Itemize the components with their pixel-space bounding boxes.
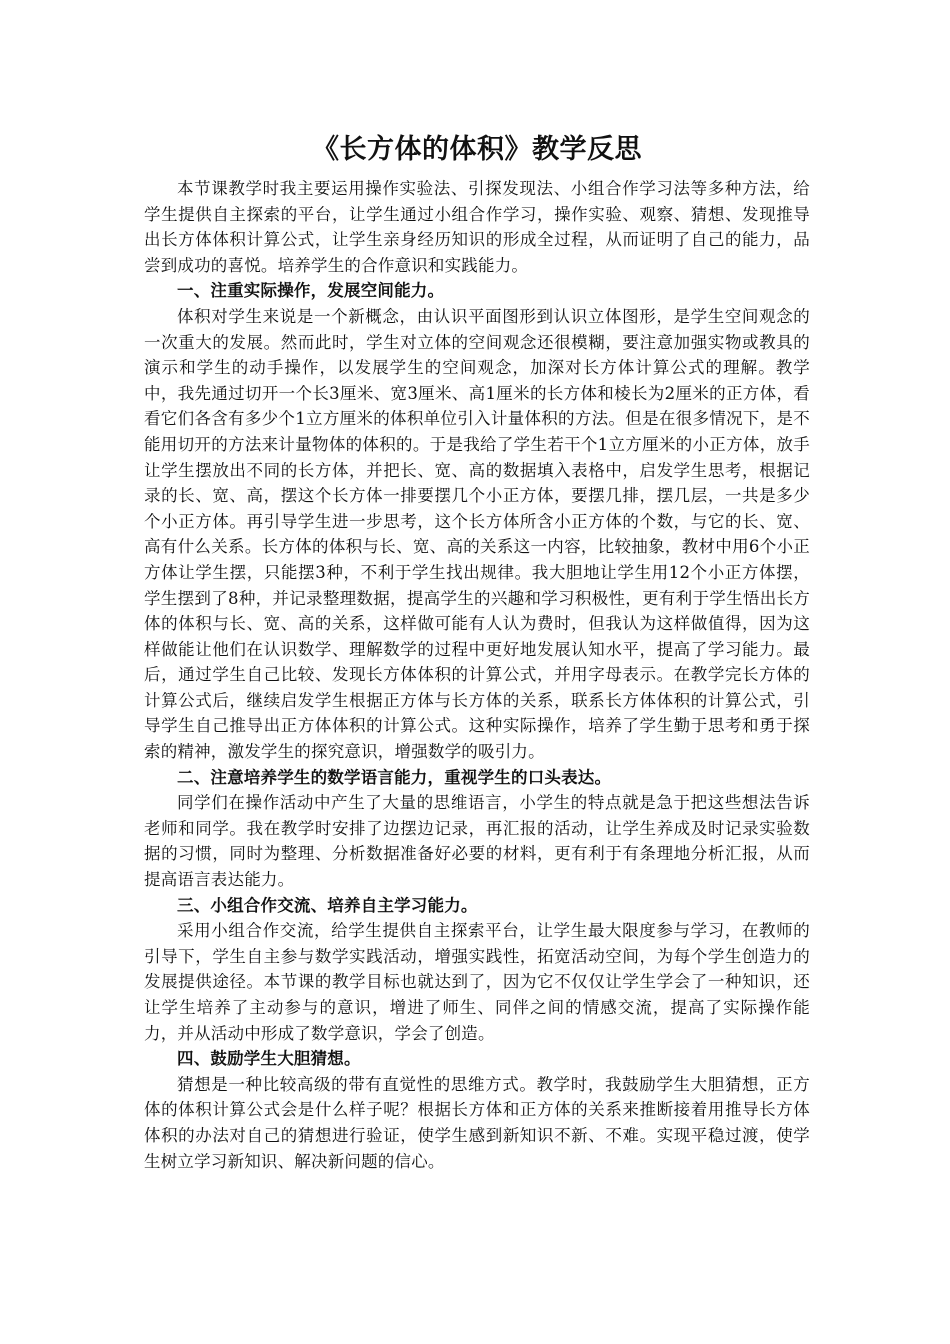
section-body-3: 采用小组合作交流，给学生提供自主探索平台，让学生最大限度参与学习，在教师的引导下，学生自主参与数学实践活动，增强实践性，拓宽活动空间，为每个学生创造力的发展提供途径。本节课的教学目标也就达到了，因为它不仅仅让学生学会了一种知识，还让学生培养了主动参与的意识，增进了师生、同伴之间的情感交流，提高了实际操作能力，并从活动中形成了数学意识，学会了创造。 [144, 921, 810, 1043]
section-body-2: 同学们在操作活动中产生了大量的思维语言，小学生的特点就是急于把这些想法告诉老师和同学。我在教学时安排了边摆边记录，再汇报的活动，让学生养成及时记录实验数据的习惯，同时为整理、分析数据准备好必要的材料，更有利于有条理地分析汇报，从而提高语言表达能力。 [144, 793, 810, 890]
document-title: 《长方体的体积》教学反思 [312, 134, 642, 165]
section-body-1: 体积对学生来说是一个新概念，由认识平面图形到认识立体图形，是学生空间观念的一次重大的发展。然而此时，学生对立体的空间观念还很模糊，要注意加强实物或教具的演示和学生的动手操作，以发展学生的空间观念，加深对长方体计算公式的理解。教学中，我先通过切开一个长3厘米、宽3厘米、高1厘米的长方体和棱长为2厘米的正方体，看看它们各含有多少个1立方厘米的体积单位引入计量体积的方法。但是在很多情况下，是不能用切开的方法来计量物体的体积的。于是我给了学生若干个1立方厘米的小正方体，放手让学生摆放出不同的长方体，并把长、宽、高的数据填入表格中，启发学生思考，根据记录的长、宽、高，摆这个长方体一排要摆几个小正方体，要摆几排，摆几层，一共是多少个小正方体。再引导学生进一步思考，这个长方体所含小正方体的个数，与它的长、宽、高有什么关系。长方体的体积与长、宽、高的关系这一内容，比较抽象，教材中用6个小正方体让学生摆，只能摆3种，不利于学生找出规律。我大胆地让学生用12个小正方体摆，学生摆到了8种，并记录整理数据，提高学生的兴趣和学习积极性，更有利于学生悟出长方体的体积与长、宽、高的关系，这样做可能有人认为费时，但我认为这样做值得，因为这样做能让他们在认识数学、理解数学的过程中更好地发展认知水平，提高了学习能力。最后，通过学生自己比较、发现长方体体积的计算公式，并用字母表示。在教学完长方体的计算公式后，继续启发学生根据正方体与长方体的关系，联系长方体体积的计算公式，引导学生自己推导出正方体体积的计算公式。这种实际操作，培养了学生勤于思考和勇于探索的精神，激发学生的探究意识，增强数学的吸引力。 [144, 306, 810, 762]
section-heading-4: 四、鼓励学生大胆猜想。 [177, 1049, 361, 1069]
document-page [144, 132, 810, 1174]
intro-paragraph: 本节课教学时我主要运用操作实验法、引探发现法、小组合作学习法等多种方法，给学生提供自主探索的平台，让学生通过小组合作学习，操作实验、观察、猜想、发现推导出长方体体积计算公式，让学生亲身经历知识的形成全过程，从而证明了自己的能力，品尝到成功的喜悦。培养学生的合作意识和实践能力。 [144, 179, 810, 275]
section-heading-1: 一、注重实际操作，发展空间能力。 [177, 281, 445, 301]
section-body-4: 猜想是一种比较高级的带有直觉性的思维方式。教学时，我鼓励学生大胆猜想，正方体的体积计算公式会是什么样子呢？根据长方体和正方体的关系来推断接着用推导长方体体积的办法对自己的猜想进行验证，使学生感到新知识不新、不难。实现平稳过渡，使学生树立学习新知识、解决新问题的信心。 [144, 1074, 810, 1171]
section-heading-3: 三、小组合作交流、培养自主学习能力。 [177, 895, 478, 915]
section-heading-2: 二、注意培养学生的数学语言能力，重视学生的口头表达。 [177, 767, 612, 787]
